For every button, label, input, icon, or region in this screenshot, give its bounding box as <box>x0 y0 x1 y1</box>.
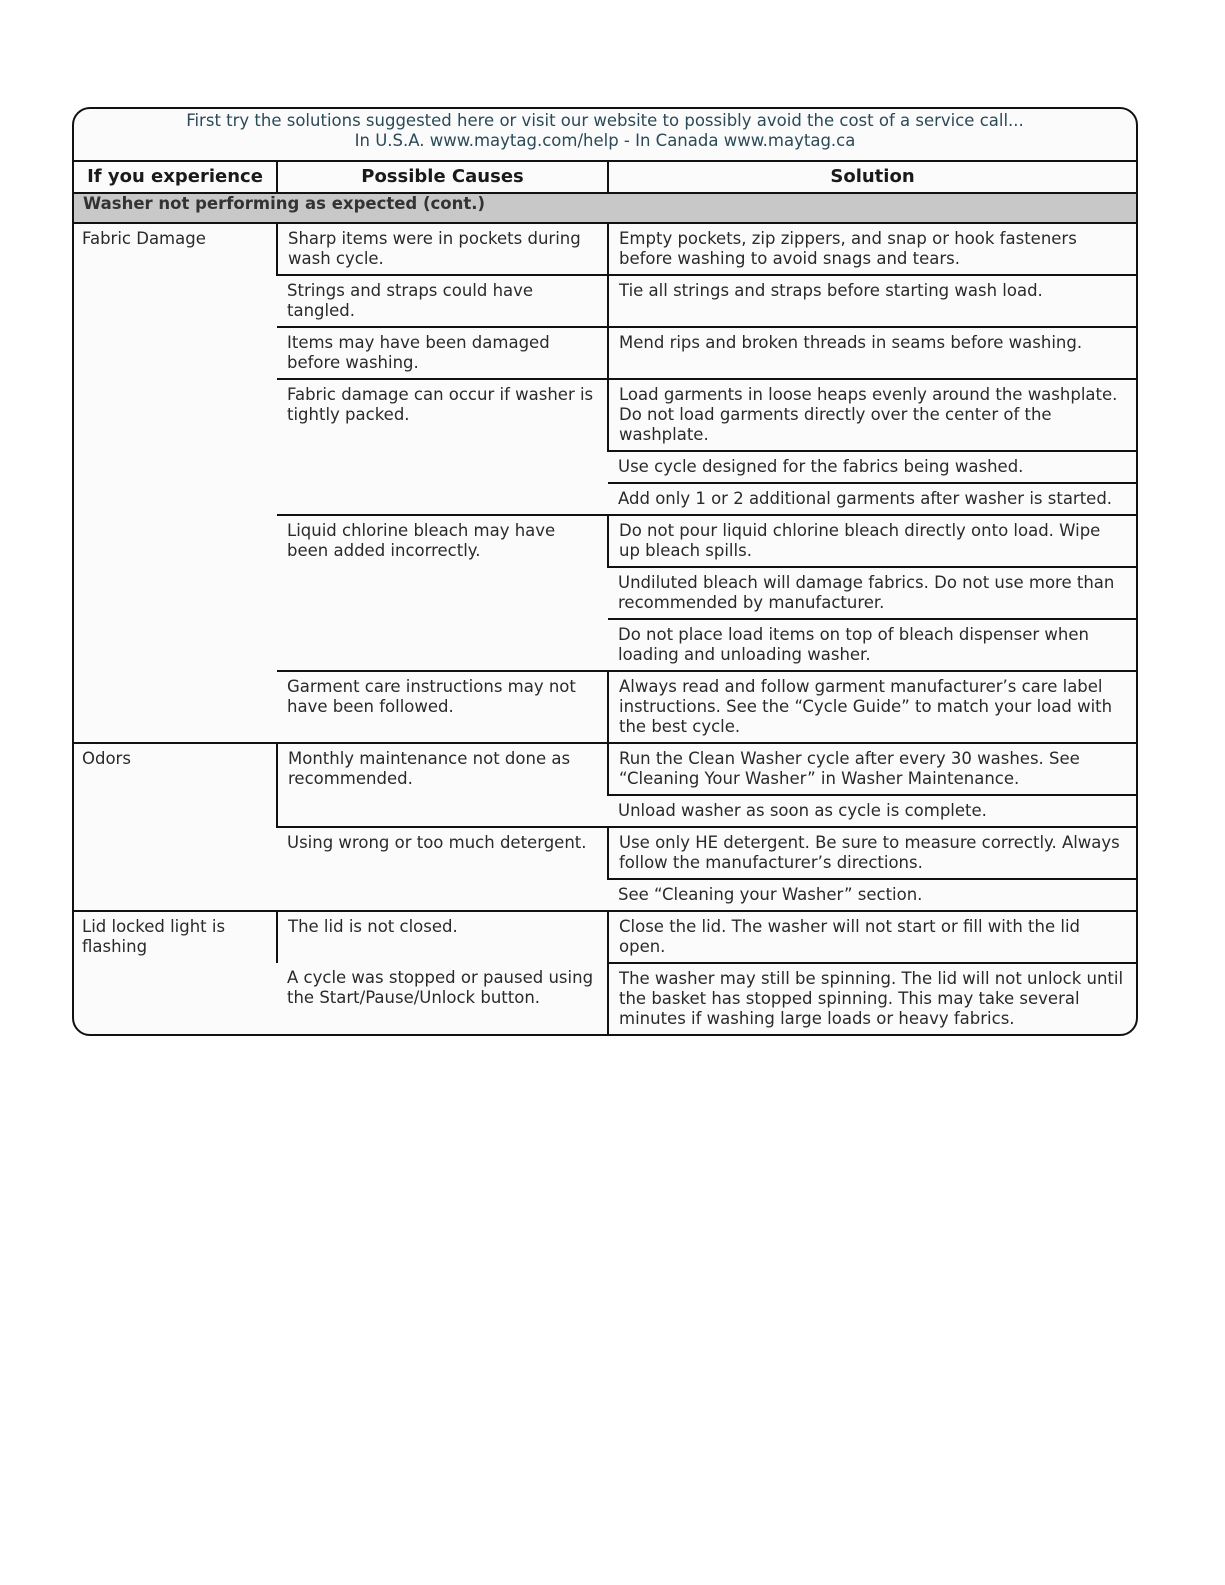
solution-cell: Undiluted bleach will damage fabrics. Do not use more than recommended by manufacturer. <box>608 567 1136 619</box>
section-title: Washer not performing as expected (cont.) <box>74 193 1136 223</box>
experience-cell: Odors <box>74 743 277 911</box>
header-causes: Possible Causes <box>277 162 608 193</box>
cause-cell: Items may have been damaged before washing. <box>277 327 608 379</box>
solution-cell: Use only HE detergent. Be sure to measure correctly. Always follow the manufacturer’s directions. <box>608 827 1136 879</box>
solution-cell: Load garments in loose heaps evenly around the washplate. Do not load garments directly over the center of the washplate. <box>608 379 1136 451</box>
solution-cell: Mend rips and broken threads in seams before washing. <box>608 327 1136 379</box>
cause-cell: Using wrong or too much detergent. <box>277 827 608 911</box>
solution-cell: The washer may still be spinning. The lid will not unlock until the basket has stopped spinning. This may take several minutes if washing large loads or heavy fabrics. <box>608 963 1136 1034</box>
solution-cell: Always read and follow garment manufacturer’s care label instructions. See the “Cycle Guide” to match your load with the best cycle. <box>608 671 1136 743</box>
solution-cell: See “Cleaning your Washer” section. <box>608 879 1136 911</box>
intro-banner <box>74 109 1136 162</box>
header-row <box>74 162 1136 193</box>
solution-cell: Do not pour liquid chlorine bleach directly onto load. Wipe up bleach spills. <box>608 515 1136 567</box>
solution-cell: Use cycle designed for the fabrics being washed. <box>608 451 1136 483</box>
cause-cell: Monthly maintenance not done as recommended. <box>277 743 608 827</box>
cause-cell: A cycle was stopped or paused using the Start/Pause/Unlock button. <box>287 968 594 1007</box>
cause-cell: Garment care instructions may not have been followed. <box>277 671 608 743</box>
intro-line-2: In U.S.A. www.maytag.com/help - In Canada www.maytag.ca <box>354 131 856 150</box>
intro-line-1: First try the solutions suggested here or visit our website to possibly avoid the cost of a service call... <box>186 111 1024 130</box>
cause-cell: Fabric damage can occur if washer is tightly packed. <box>277 379 608 515</box>
cause-cell: The lid is not closed. <box>277 911 608 963</box>
header-experience: If you experience <box>74 162 277 193</box>
solution-cell: Unload washer as soon as cycle is complete. <box>608 795 1136 827</box>
experience-cell: Lid locked light is flashing <box>82 917 226 956</box>
header-solution: Solution <box>608 162 1136 193</box>
cause-cell: Sharp items were in pockets during wash cycle. <box>277 223 608 275</box>
cause-cell: Liquid chlorine bleach may have been added incorrectly. <box>277 515 608 671</box>
section-row <box>74 193 1136 223</box>
solution-cell: Run the Clean Washer cycle after every 30 washes. See “Cleaning Your Washer” in Washer Maintenance. <box>608 743 1136 795</box>
table-row <box>74 223 1136 275</box>
cause-cell: Strings and straps could have tangled. <box>277 275 608 327</box>
troubleshooting-table-frame <box>72 107 1138 1036</box>
solution-cell: Empty pockets, zip zippers, and snap or hook fasteners before washing to avoid snags and tears. <box>608 223 1136 275</box>
solution-cell: Close the lid. The washer will not start or fill with the lid open. <box>608 911 1136 963</box>
experience-cell: Fabric Damage <box>74 223 277 743</box>
solution-cell: Tie all strings and straps before starting wash load. <box>608 275 1136 327</box>
solution-cell: Do not place load items on top of bleach dispenser when loading and unloading washer. <box>608 619 1136 671</box>
troubleshooting-table <box>74 162 1136 1034</box>
table-row <box>74 911 1136 963</box>
table-row <box>74 743 1136 795</box>
solution-cell: Add only 1 or 2 additional garments after washer is started. <box>608 483 1136 515</box>
